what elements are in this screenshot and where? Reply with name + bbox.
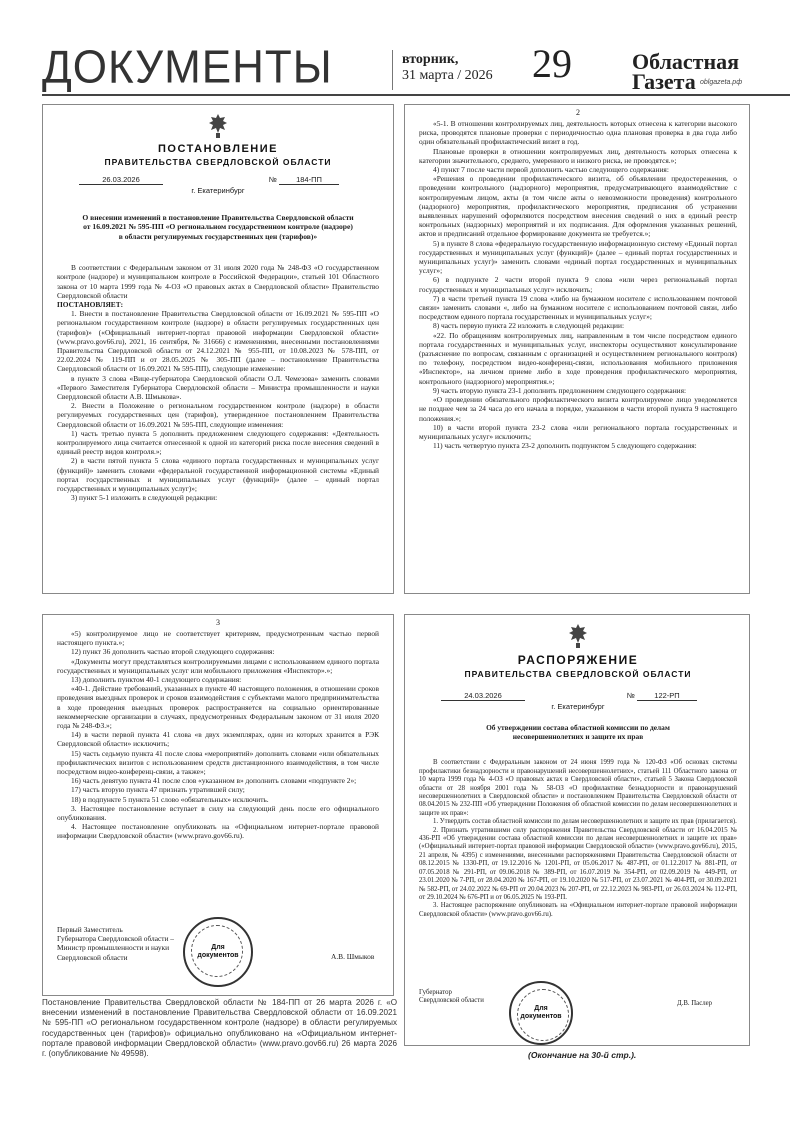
paragraph: 11) часть четвертую пункта 23-2 дополнить подпунктом 5 следующего содержания: xyxy=(433,441,697,451)
paragraph: 2. Внести в Положение о региональном государственном контроле (надзоре) в области регулируемых государственных цен (тарифов), утвержденное постановлением Правительства Свердловской области от 16.09.2021 № 595-ПП, следующие изменения: xyxy=(57,401,379,429)
decree-page-3 xyxy=(42,614,394,996)
paragraph: 16) часть девятую пункта 41 после слов «указанном в» дополнить словами «подпункте 2»; xyxy=(71,776,357,786)
doc-issuer: ПРАВИТЕЛЬСТВА СВЕРДЛОВСКОЙ ОБЛАСТИ xyxy=(464,669,692,679)
doc-meta xyxy=(57,173,379,195)
decree-page-2 xyxy=(404,104,750,594)
paragraph: 18) в подпункте 5 пункта 51 слово «обязательных» исключить. xyxy=(71,794,269,804)
doc-body xyxy=(419,119,737,450)
page-index: 3 xyxy=(216,618,220,627)
paragraph: 17) часть вторую пункта 47 признать утратившей силу; xyxy=(71,785,245,795)
paragraph: 14) в части первой пункта 41 слова «в двух экземплярах, один из которых хранится в РЭК Свердловской области» исключить; xyxy=(57,730,379,749)
paragraph: «22. По обращениям контролируемых лиц, направленным в том числе посредством единого портала государственных и муниципальных услуг, инспекторы осуществляют консультирование (разъяснение по вопросам, связанным с организацией и осуществлением регионального контроля) по телефону, посредством видео-конференц-связи, использования мобильного приложения «Инспектор», на личном приеме либо в ходе проведения профилактического мероприятия, контрольного (надзорного) мероприятия.»; xyxy=(419,330,737,386)
signature-block xyxy=(57,925,174,962)
masthead xyxy=(0,0,800,100)
signer-title: Губернатора Свердловской области – xyxy=(57,934,175,944)
continuation-note: (Окончание на 30-й стр.). xyxy=(528,1050,637,1060)
signer-title: Свердловской области xyxy=(419,997,484,1005)
publication-note: Постановление Правительства Свердловской области № 184-ПП от 26 марта 2026 г. «О внесении изменений в постановление Правительства Свердловской области от 16.09.2021 № 595-ПП «О региональном государственном контроле (надзоре) в области регулируемых государственных цен (тарифов)» официально опубликовано на «Официальном интернет-портале правовой информации Свердловской области» (www.pravo.gov66.ru) 26 марта 2026 г. (опубликование № 49598). xyxy=(42,998,397,1059)
paragraph: 7) в части третьей пункта 19 слова «либо на бумажном носителе с использованием почтовой связи» заменить словами «, либо на бумажном носителе с использованием почтовой связи, либо посредством единого портала государственных и муниципальных услуг»; xyxy=(419,293,737,322)
paragraph: «Решения о проведении профилактического визита, об объявлении предостережения, о проведении контрольного (надзорного) мероприятия, предусматривающего взаимодействие с контролируемым лицом, акты (в том числе акты о невозможности проведения) контрольного (надзорного) мероприятия, профилактического мероприятия, предписания об устранении выявленных нарушений оформляются посредством внесения сведений о них в единый реестр контрольных (надзорных) мероприятий и их подписания. Для оформления указанных решений, актов и предписаний отдельное формирование документа не требуется.»; xyxy=(419,174,737,239)
doc-body xyxy=(57,263,379,502)
doc-number: № 122-РП xyxy=(627,691,697,701)
signer-title: Свердловской области xyxy=(57,952,128,962)
signer-title: Министр промышленности и науки xyxy=(57,943,170,953)
order-page xyxy=(404,614,750,1046)
paragraph: в пункте 3 слова «Вице-губернатора Свердловской области О.Л. Чемезова» заменить словами «Первого Заместителя Губернатора Свердловской области – Министра промышленности и науки Свердловской области А.В. Шмыкова». xyxy=(57,373,379,402)
paragraph: 4) пункт 7 после части первой дополнить частью следующего содержания: xyxy=(433,165,669,175)
decree-word: ПОСТАНОВЛЯЕТ: xyxy=(57,300,124,310)
paragraph: 6) в подпункте 2 части второй пункта 9 слова «или через региональный портал государственных и муниципальных услуг» исключить; xyxy=(419,275,737,294)
logo-line2: Газета xyxy=(632,69,696,94)
signature-block xyxy=(419,989,484,1006)
paragraph: 9) часть вторую пункта 23-1 дополнить предложением следующего содержания: xyxy=(433,385,687,395)
paragraph: 15) часть седьмую пункта 41 после слова «мероприятий» дополнить словами «или обязательных профилактических визитов с использованием средств дистанционного взаимодействия, в том числе посредством видео-конференц-связи, а также»; xyxy=(57,748,379,777)
paragraph: 3. Настоящее распоряжение опубликовать на «Официальном интернет-портале правовой информации Свердловской области» (www.pravo.gov66.ru). xyxy=(419,902,737,918)
paragraph: 4. Настоящее постановление опубликовать на «Официальном интернет-портале правовой информации Свердловской области» (www.pravo.gov66.ru). xyxy=(57,822,379,841)
coat-of-arms-icon xyxy=(566,623,590,649)
doc-title: Об утверждении состава областной комиссии по делам несовершеннолетних и защите их прав xyxy=(486,723,670,742)
paragraph: «5) контролируемое лицо не соответствует критериям, предусмотренным частью первой настоящего пункта.»; xyxy=(57,629,379,648)
stamp-icon: Для документов xyxy=(509,981,573,1045)
page-index: 2 xyxy=(576,108,580,117)
paragraph: В соответствии с Федеральным законом от 24 июня 1999 года № 120-ФЗ «Об основах системы профилактики безнадзорности и правонарушений несовершеннолетних», статьей 111 Областного закона от 10 марта 1999 года № 4-ОЗ «О правовых актах в Свердловской области», статьей 5 Закона Свердловской области от 28 ноября 2001 года № 58-ОЗ «О профилактике безнадзорности и правонарушений несовершеннолетних в Свердловской области» и постановлением Правительства Свердловской области от 08.04.2015 № 232-ПП «Об утверждении Положения об областной комиссии по делам несовершеннолетних и защите их прав»: xyxy=(419,759,737,817)
issue-date xyxy=(402,52,493,84)
paragraph: 3. Настоящее постановление вступает в силу на следующий день после его официального опубликования. xyxy=(57,803,379,823)
logo-line1: Областная xyxy=(632,49,740,74)
doc-type: ПОСТАНОВЛЕНИЕ xyxy=(157,143,278,155)
signer-title: Губернатор xyxy=(419,989,452,996)
newspaper-logo xyxy=(632,49,740,94)
doc-city: г. Екатеринбург xyxy=(551,702,605,711)
doc-type: РАСПОРЯЖЕНИЕ xyxy=(517,653,639,667)
paragraph: «Документы могут представляться контролируемыми лицами с использованием единого портала государственных и муниципальных услуг или мобильного приложения «Инспектор».»; xyxy=(57,656,379,675)
signer-title: Первый Заместитель xyxy=(57,925,123,934)
page-number: 29 xyxy=(532,41,572,86)
paragraph: 2. Признать утратившими силу распоряжения Правительства Свердловской области от 16.04.2015 № 436-РП «Об утверждении состава областной комиссии по делам несовершеннолетних и защите их прав» («Официальный интернет-портал правовой информации Свердловской области» (www.pravo.gov66.ru), 2015, 21 апреля, № 4395) с изменениями, внесенными распоряжениями Правительства Свердловской области от 08.12.2015 № 1330-РП, от 19.12.2016 № 1201-РП, от 05.06.2017 № 487-РП, от 01.12.2017 № 881-РП, от 07.05.2018 № 291-РП, от 09.06.2018 № 389-РП, от 16.07.2019 № 354-РП, от 02.09.2019 № 449-РП, от 23.01.2020 № 7-РП, от 28.04.2020 № 167-РП, от 19.10.2020 № 517-РП, от 23.07.2021 № 404-РП, от 30.09.2021 № 582-РП, от 24.02.2022 № 69-РП от 20.04.2023 № 207-РП, от 22.12.2023 № 983-РП, от 26.03.2024 № 112-РП, от 29.10.2024 № 676-РП и от 06.05.2025 № 193-РП. xyxy=(419,826,737,901)
decree-page-1 xyxy=(42,104,394,594)
paragraph: «40-1. Действие требований, указанных в пункте 40 настоящего положения, в отношении сроков проведения выездных проверок и сроков взаимодействия с субъектами малого предпринимательства в ходе проведения выездных проверок распространяется на социально ориентированные некоммерческие организации в случаях, предусмотренных Федеральным законом от 31 июля 2020 года № 248-ФЗ.»; xyxy=(57,684,379,731)
doc-city: г. Екатеринбург xyxy=(191,186,245,195)
paragraph: 1. Внести в постановление Правительства Свердловской области от 16.09.2021 № 595-ПП «О региональном государственном контроле (надзоре) в области регулируемых государственных цен (тарифов)» («Официальный интернет-портал правовой информации Свердловской области» (www.pravo.gov66.ru), 2021, 16 сентября, № 31666) с изменениями, внесенными постановлениями Правительства Свердловской области от 24.12.2021 № 955-ПП, от 10.08.2023 № 578-ПП, от 22.02.2024 № 119-ПП и от 28.05.2025 № 305-ПП (далее – постановление Правительства Свердловской области от 16.09.2021 № 595-ПП), следующие изменение: xyxy=(57,309,379,374)
signer-name: А.В. Шмыков xyxy=(331,952,375,961)
paragraph: 1) часть третью пункта 5 дополнить предложением следующего содержания: «Деятельность контролируемого лица считается отнесенной к одной из категорий риска после внесения сведений в единый реестр видов контроля.»; xyxy=(57,428,379,457)
paragraph: 3) пункт 5-1 изложить в следующей редакции: xyxy=(71,493,218,503)
paragraph: 13) дополнить пунктом 40-1 следующего содержания: xyxy=(71,675,242,685)
masthead-divider xyxy=(392,50,393,90)
paragraph: 12) пункт 36 дополнить частью второй следующего содержания: xyxy=(71,647,275,657)
doc-title: О внесении изменений в постановление Правительства Свердловской области от 16.09.2021 № 595-ПП «О региональном государственном контроле (надзоре) в области регулируемых государственных цен (тарифов)» xyxy=(82,213,354,241)
doc-meta xyxy=(419,689,737,711)
paragraph: В соответствии с Федеральным законом от 31 июля 2020 года № 248-ФЗ «О государственном контроле (надзоре) и муниципальном контроле в Российской Федерации», статьей 101 Областного закона от 10 марта 1999 года № 4-ОЗ «О правовых актах в Свердловской области» Правительство Свердловской области xyxy=(57,263,379,300)
paragraph: «О проведении обязательного профилактического визита контролируемое лицо уведомляется не позднее чем за 24 часа до его начала в порядке, указанном в части второй пункта 9 настоящего положения.»; xyxy=(419,395,737,423)
coat-of-arms-icon xyxy=(206,113,230,139)
signer-name: Д.В. Паслер xyxy=(677,1000,713,1007)
paragraph: 8) часть первую пункта 22 изложить в следующей редакции: xyxy=(433,321,624,331)
doc-body xyxy=(57,629,379,841)
paragraph: 1. Утвердить состав областной комиссии по делам несовершеннолетних и защите их прав (прилагается). xyxy=(433,818,737,826)
paragraph: Плановые проверки в отношении контролируемых лиц, деятельность которых отнесена к категории значительного, среднего, умеренного и низкого риска, не проводятся.»; xyxy=(419,146,737,165)
doc-number: № 184-ПП xyxy=(269,175,339,185)
doc-body xyxy=(419,759,737,919)
doc-issuer: ПРАВИТЕЛЬСТВА СВЕРДЛОВСКОЙ ОБЛАСТИ xyxy=(104,157,332,167)
doc-date: 26.03.2026 xyxy=(79,175,163,185)
doc-date: 24.03.2026 xyxy=(441,691,525,701)
section-title: ДОКУМЕНТЫ xyxy=(42,41,333,94)
issue-date-value: 31 марта / 2026 xyxy=(402,68,493,83)
paragraph: «5-1. В отношении контролируемых лиц, деятельность которых отнесена к категории высокого риска, проводятся плановые проверки с периодичностью одна плановая проверка в два года либо один обязательный профилактический визит в год. xyxy=(419,119,737,147)
paragraph: 2) в части пятой пункта 5 слова «единого портала государственных и муниципальных услуг (функций)» заменить словами «федеральной государственной информационной системы «Единый портал государственных и муниципальных услуг (функций)» (далее – единый портал государственных и муниципальных услуг)»; xyxy=(57,456,379,494)
stamp-icon: Для документов xyxy=(183,917,253,987)
site-url: oblgazeta.рф xyxy=(700,79,743,86)
paragraph: 5) в пункте 8 слова «федеральную государственную информационную систему «Единый портал государственных и муниципальных услуг (функций)» (далее – единый портал государственных и муниципальных услуг)» заменить словами «единый портал государственных и муниципальных услуг»; xyxy=(419,238,737,276)
issue-weekday: вторник, xyxy=(402,52,459,67)
masthead-rule xyxy=(42,94,790,96)
paragraph: 10) в части второй пункта 23-2 слова «или регионального портала государственных и муниципальных услуг» исключить; xyxy=(419,422,737,441)
